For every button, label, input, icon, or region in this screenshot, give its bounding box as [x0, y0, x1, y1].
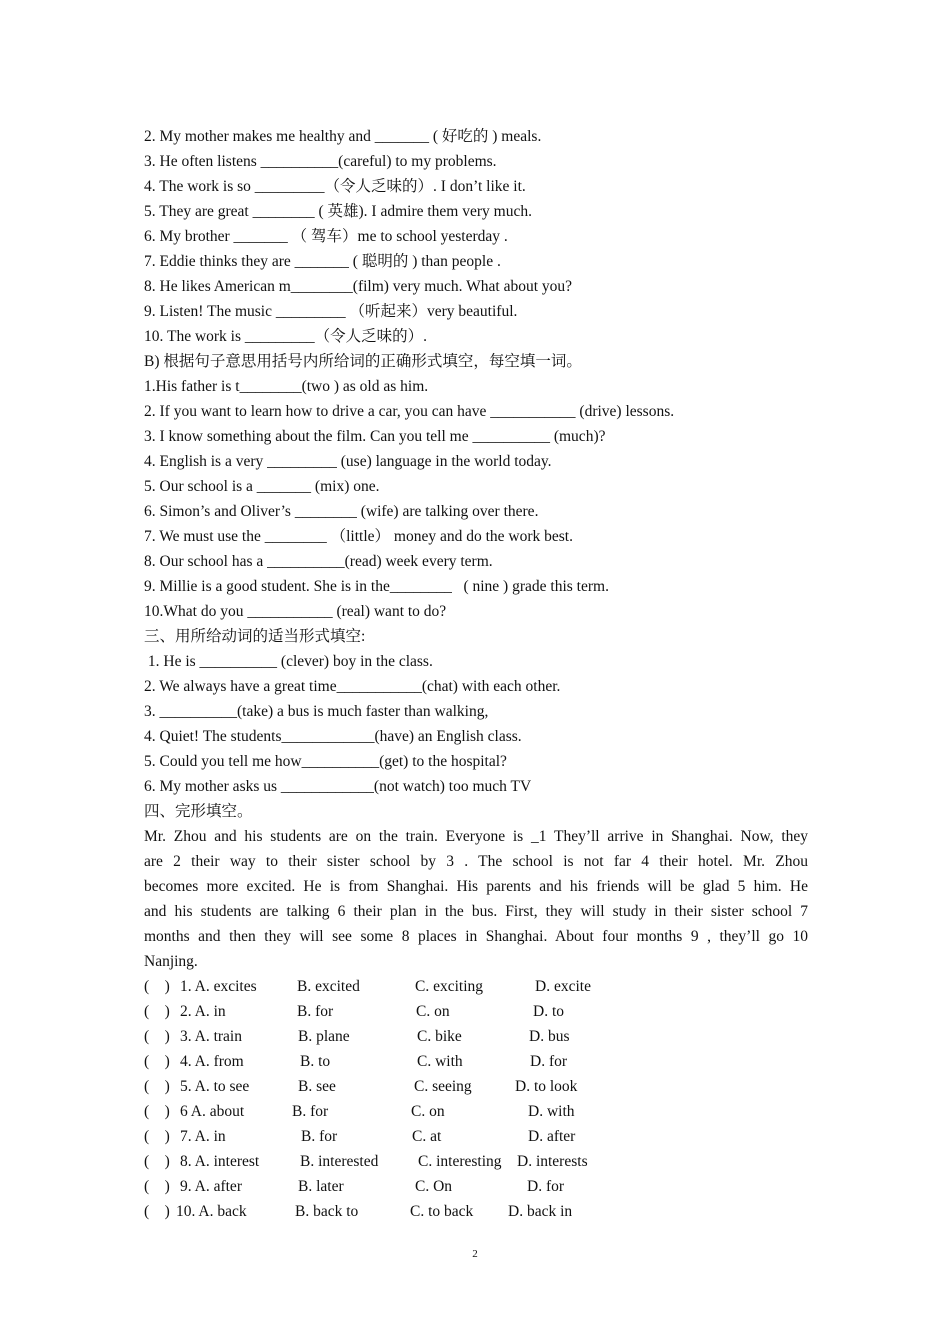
question-option-a: 4. A. from — [180, 1053, 244, 1070]
answer-blank: ( ) — [144, 1103, 170, 1120]
option-b: B. to — [300, 1053, 331, 1070]
question-option-a: 7. A. in — [180, 1128, 226, 1145]
option-d: D. after — [528, 1128, 576, 1145]
option-c: C. bike — [417, 1028, 462, 1045]
option-c: C. on — [416, 1003, 450, 1020]
section-heading: B) 根据句子意思用括号内所给词的正确形式填空，每空填一词。 — [144, 353, 582, 370]
exercise-line: 6. My brother _______ （ 驾车）me to school yesterday . — [144, 228, 508, 245]
option-b: B. interested — [300, 1153, 379, 1170]
option-b: B. excited — [297, 978, 360, 995]
exercise-line: 7. We must use the ________ （little） money and do the work best. — [144, 528, 573, 545]
question-option-a: 5. A. to see — [180, 1078, 250, 1095]
exercise-line: 8. Our school has a __________(read) week every term. — [144, 553, 493, 570]
answer-blank: ( ) — [144, 978, 170, 995]
option-c: C. On — [415, 1178, 453, 1195]
section-heading: 三、用所给动词的适当形式填空: — [144, 628, 366, 645]
answer-blank: ( ) — [144, 1203, 170, 1220]
passage-line: Nanjing. — [144, 953, 198, 970]
option-b: B. later — [298, 1178, 344, 1195]
question-option-a: 10. A. back — [176, 1203, 247, 1220]
exercise-line: 3. He often listens __________(careful) to my problems. — [144, 153, 497, 170]
exercise-line: 10. The work is _________（令人乏味的）. — [144, 328, 428, 345]
option-c: C. at — [412, 1128, 442, 1145]
exercise-line: 2. We always have a great time___________(chat) with each other. — [144, 678, 561, 695]
option-d: D. to look — [515, 1078, 578, 1095]
option-d: D. to — [533, 1003, 564, 1020]
passage-line: Mr. Zhou and his students are on the train. Everyone is _1 They’ll arrive in Shanghai. Now, they — [144, 828, 808, 845]
option-c: C. seeing — [414, 1078, 472, 1095]
answer-blank: ( ) — [144, 1078, 170, 1095]
option-c: C. exciting — [415, 978, 484, 995]
option-b: B. for — [301, 1128, 338, 1145]
option-b: B. back to — [295, 1203, 359, 1220]
option-d: D. with — [528, 1103, 575, 1120]
option-b: B. plane — [298, 1028, 350, 1045]
option-d: D. bus — [529, 1028, 570, 1045]
exercise-line: 5. Our school is a _______ (mix) one. — [144, 478, 380, 495]
exercise-line: 4. Quiet! The students____________(have) an English class. — [144, 728, 522, 745]
exercise-line: 6. My mother asks us ____________(not watch) too much TV — [144, 778, 532, 795]
passage-line: becomes more excited. He is from Shanghai. His parents and his friends will be glad 5 him. He — [144, 878, 808, 895]
option-d: D. back in — [508, 1203, 573, 1220]
question-option-a: 9. A. after — [180, 1178, 242, 1195]
answer-blank: ( ) — [144, 1053, 170, 1070]
option-d: D. excite — [535, 978, 591, 995]
answer-blank: ( ) — [144, 1003, 170, 1020]
question-option-a: 8. A. interest — [180, 1153, 260, 1170]
option-d: D. for — [527, 1178, 565, 1195]
option-b: B. for — [292, 1103, 329, 1120]
question-option-a: 2. A. in — [180, 1003, 226, 1020]
option-b: B. see — [298, 1078, 336, 1095]
exercise-line: 5. They are great ________ ( 英雄). I admire them very much. — [144, 203, 532, 220]
option-c: C. on — [411, 1103, 445, 1120]
exercise-line: 5. Could you tell me how__________(get) to the hospital? — [144, 753, 507, 770]
exercise-line: 3. I know something about the film. Can you tell me __________ (much)? — [144, 428, 606, 445]
exercise-line: 7. Eddie thinks they are _______ ( 聪明的 ) than people . — [144, 253, 501, 270]
exercise-line: 4. The work is so _________（令人乏味的）. I don’t like it. — [144, 178, 526, 195]
option-d: D. interests — [517, 1153, 588, 1170]
option-b: B. for — [297, 1003, 334, 1020]
option-c: C. interesting — [418, 1153, 502, 1170]
option-c: C. to back — [410, 1203, 474, 1220]
exercise-line: 4. English is a very _________ (use) language in the world today. — [144, 453, 552, 470]
answer-blank: ( ) — [144, 1028, 170, 1045]
exercise-line: 10.What do you ___________ (real) want to do? — [144, 603, 447, 620]
exercise-line: 2. My mother makes me healthy and _______ ( 好吃的 ) meals. — [144, 128, 542, 145]
passage-line: and his students are talking 6 their plan in the bus. First, they will study in their sister school 7 — [144, 903, 808, 920]
exercise-line: 2. If you want to learn how to drive a car, you can have ___________ (drive) lessons. — [144, 403, 675, 420]
exercise-line: 8. He likes American m________(film) very much. What about you? — [144, 278, 573, 295]
exercise-line: 9. Millie is a good student. She is in the________ ( nine ) grade this term. — [144, 578, 609, 595]
exercise-line: 3. __________(take) a bus is much faster than walking, — [144, 703, 489, 720]
page-number: 2 — [472, 1248, 478, 1260]
exercise-line: 1.His father is t________(two ) as old as him. — [144, 378, 429, 395]
exercise-line: 6. Simon’s and Oliver’s ________ (wife) are talking over there. — [144, 503, 539, 520]
answer-blank: ( ) — [144, 1153, 170, 1170]
question-option-a: 3. A. train — [180, 1028, 242, 1045]
answer-blank: ( ) — [144, 1178, 170, 1195]
exercise-line: 9. Listen! The music _________ （听起来）very beautiful. — [144, 303, 518, 320]
exercise-line: 1. He is __________ (clever) boy in the class. — [144, 653, 433, 670]
question-option-a: 1. A. excites — [180, 978, 257, 995]
question-option-a: 6 A. about — [180, 1103, 245, 1120]
option-d: D. for — [530, 1053, 568, 1070]
passage-line: are 2 their way to their sister school by 3 . The school is not far 4 their hotel. Mr. Zhou — [144, 853, 808, 870]
option-c: C. with — [417, 1053, 463, 1070]
answer-blank: ( ) — [144, 1128, 170, 1145]
section-heading: 四、完形填空。 — [144, 803, 253, 820]
passage-line: months and then they will see some 8 places in Shanghai. About four months 9 , they’ll go 10 — [144, 928, 808, 945]
